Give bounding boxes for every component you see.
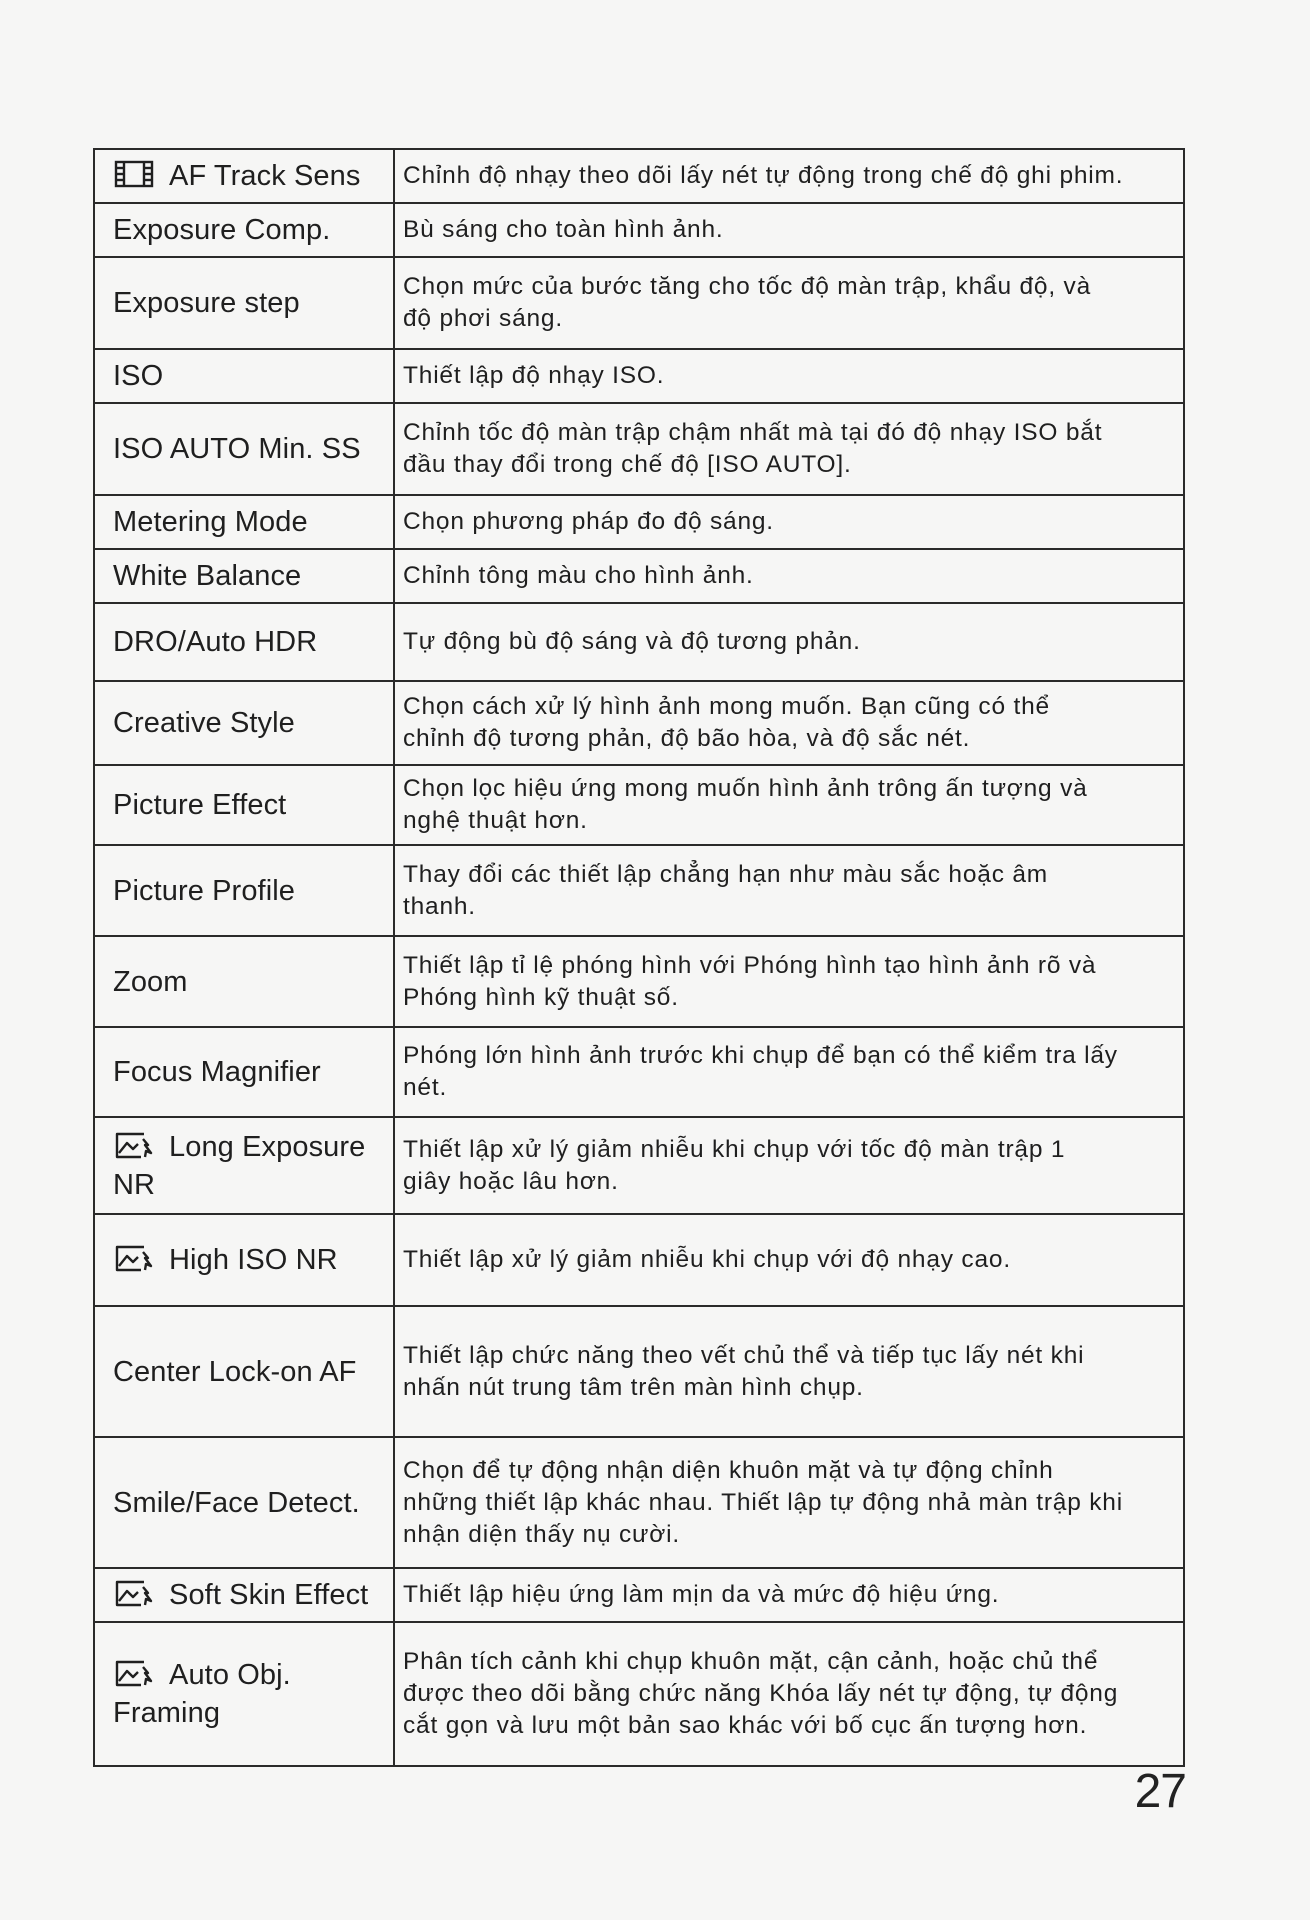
setting-name: Picture Profile bbox=[113, 874, 296, 907]
setting-description-cell bbox=[394, 681, 1184, 765]
setting-description-line: Phóng lớn hình ảnh trước khi chụp để bạn có thể kiểm tra lấy bbox=[403, 1042, 1118, 1069]
table-row bbox=[94, 1027, 1184, 1117]
setting-description-line: nét. bbox=[403, 1074, 448, 1101]
setting-description-cell bbox=[394, 495, 1184, 549]
setting-description-line: Thay đổi các thiết lập chẳng hạn như màu sắc hoặc âm bbox=[403, 860, 1048, 888]
setting-name: ISO AUTO Min. SS bbox=[113, 433, 361, 465]
setting-description-line: Tự động bù độ sáng và độ tương phản. bbox=[403, 628, 861, 655]
setting-description-line: Bù sáng cho toàn hình ảnh. bbox=[403, 216, 724, 243]
setting-name: DRO/Auto HDR bbox=[113, 626, 318, 658]
table-row bbox=[94, 1306, 1184, 1437]
setting-name: Center Lock-on AF bbox=[113, 1355, 357, 1388]
table-row bbox=[94, 203, 1184, 257]
setting-description-line: giây hoặc lâu hơn. bbox=[403, 1167, 619, 1195]
setting-description-line: nhấn nút trung tâm trên màn hình chụp. bbox=[403, 1373, 864, 1401]
setting-description-cell bbox=[394, 1117, 1184, 1214]
setting-description-line: chỉnh độ tương phản, độ bão hòa, và độ sắc nét. bbox=[403, 725, 971, 752]
setting-description-line: Phân tích cảnh khi chụp khuôn mặt, cận cảnh, hoặc chủ thể bbox=[403, 1648, 1099, 1675]
setting-description-cell bbox=[394, 257, 1184, 349]
setting-description-cell bbox=[394, 845, 1184, 936]
table-row bbox=[94, 549, 1184, 603]
table-row bbox=[94, 1622, 1184, 1766]
setting-description-line: Chỉnh tốc độ màn trập chậm nhất mà tại đó độ nhạy ISO bắt bbox=[403, 419, 1103, 446]
setting-description-cell bbox=[394, 149, 1184, 203]
setting-description-line: Thiết lập xử lý giảm nhiễu khi chụp với độ nhạy cao. bbox=[403, 1246, 1011, 1273]
setting-name-cell bbox=[94, 1117, 394, 1214]
setting-description-line: Chọn mức của bước tăng cho tốc độ màn trập, khẩu độ, và bbox=[403, 273, 1092, 300]
page-number: 27 bbox=[1134, 1765, 1186, 1818]
setting-description-line: Thiết lập chức năng theo vết chủ thể và tiếp tục lấy nét khi bbox=[403, 1341, 1085, 1369]
noise-reduction-icon bbox=[113, 1129, 155, 1161]
setting-name-cell bbox=[94, 1214, 394, 1306]
setting-description-cell bbox=[394, 403, 1184, 495]
setting-name: White Balance bbox=[113, 560, 302, 592]
noise-reduction-icon bbox=[113, 1577, 155, 1609]
setting-name: AF Track Sens bbox=[169, 160, 361, 192]
table-row bbox=[94, 681, 1184, 765]
setting-name: Exposure Comp. bbox=[113, 214, 331, 246]
table-row bbox=[94, 845, 1184, 936]
setting-name: Exposure step bbox=[113, 287, 300, 319]
setting-description-cell bbox=[394, 1622, 1184, 1766]
setting-description-line: Chọn lọc hiệu ứng mong muốn hình ảnh trông ấn tượng và bbox=[403, 775, 1088, 802]
table-row bbox=[94, 495, 1184, 549]
setting-description-cell bbox=[394, 936, 1184, 1027]
setting-description-cell bbox=[394, 349, 1184, 403]
setting-description-line: Chọn cách xử lý hình ảnh mong muốn. Bạn cũng có thể bbox=[403, 693, 1050, 720]
setting-name-cell bbox=[94, 845, 394, 936]
table-body bbox=[94, 149, 1184, 1766]
setting-name-cell bbox=[94, 549, 394, 603]
setting-description-line: cắt gọn và lưu một bản sao khác với bố cục ấn tượng hơn. bbox=[403, 1712, 1088, 1739]
table-row bbox=[94, 765, 1184, 845]
noise-reduction-icon bbox=[113, 1657, 155, 1689]
table-row bbox=[94, 349, 1184, 403]
setting-name-cell bbox=[94, 149, 394, 203]
setting-description-cell bbox=[394, 549, 1184, 603]
setting-description-line: đầu thay đổi trong chế độ [ISO AUTO]. bbox=[403, 451, 852, 478]
setting-name-cell bbox=[94, 765, 394, 845]
setting-description-line: nghệ thuật hơn. bbox=[403, 807, 588, 834]
setting-name-cell bbox=[94, 1622, 394, 1766]
setting-description-line: Chọn để tự động nhận diện khuôn mặt và tự động chỉnh bbox=[403, 1456, 1054, 1484]
setting-name: Long Exposure NR bbox=[113, 1130, 366, 1201]
table-row bbox=[94, 257, 1184, 349]
setting-name-cell bbox=[94, 257, 394, 349]
setting-description-cell bbox=[394, 1568, 1184, 1622]
setting-name-cell bbox=[94, 1306, 394, 1437]
setting-description-line: nhận diện thấy nụ cười. bbox=[403, 1520, 680, 1548]
setting-name: Zoom bbox=[113, 965, 188, 998]
setting-name-cell bbox=[94, 403, 394, 495]
setting-name-cell bbox=[94, 349, 394, 403]
setting-description-line: Thiết lập độ nhạy ISO. bbox=[403, 362, 665, 389]
setting-description-cell bbox=[394, 1437, 1184, 1568]
setting-name: Creative Style bbox=[113, 707, 295, 739]
setting-description-line: được theo dõi bằng chức năng Khóa lấy nét tự động, tự động bbox=[403, 1680, 1119, 1707]
setting-name: ISO bbox=[113, 360, 164, 392]
setting-description-cell bbox=[394, 203, 1184, 257]
setting-name-cell bbox=[94, 603, 394, 681]
setting-description-line: Phóng hình kỹ thuật số. bbox=[403, 983, 679, 1011]
table-row bbox=[94, 1214, 1184, 1306]
setting-description-cell bbox=[394, 1306, 1184, 1437]
table-row bbox=[94, 149, 1184, 203]
setting-name-cell bbox=[94, 936, 394, 1027]
setting-name-cell bbox=[94, 1568, 394, 1622]
table-row bbox=[94, 403, 1184, 495]
setting-name-cell bbox=[94, 203, 394, 257]
setting-description-line: Thiết lập tỉ lệ phóng hình với Phóng hình tạo hình ảnh rõ và bbox=[403, 951, 1097, 979]
setting-description-line: Chọn phương pháp đo độ sáng. bbox=[403, 508, 774, 535]
setting-name: Auto Obj. Framing bbox=[113, 1659, 291, 1729]
setting-description-line: Thiết lập hiệu ứng làm mịn da và mức độ hiệu ứng. bbox=[403, 1581, 1000, 1608]
setting-description-cell bbox=[394, 1214, 1184, 1306]
table-row bbox=[94, 1437, 1184, 1568]
setting-description-cell bbox=[394, 765, 1184, 845]
setting-description-cell bbox=[394, 603, 1184, 681]
setting-name-cell bbox=[94, 1027, 394, 1117]
setting-description-line: thanh. bbox=[403, 892, 476, 920]
setting-name: Metering Mode bbox=[113, 506, 308, 538]
noise-reduction-icon bbox=[113, 1242, 155, 1274]
setting-description-line: những thiết lập khác nhau. Thiết lập tự động nhả màn trập khi bbox=[403, 1488, 1123, 1516]
setting-description-line: độ phơi sáng. bbox=[403, 305, 563, 332]
movie-film-icon bbox=[113, 158, 155, 190]
menu-settings-table bbox=[93, 148, 1185, 1767]
setting-name: High ISO NR bbox=[169, 1244, 338, 1276]
table-row bbox=[94, 603, 1184, 681]
setting-description-line: Chỉnh độ nhạy theo dõi lấy nét tự động trong chế độ ghi phim. bbox=[403, 162, 1124, 189]
setting-description-cell bbox=[394, 1027, 1184, 1117]
table-row bbox=[94, 1117, 1184, 1214]
table-row bbox=[94, 1568, 1184, 1622]
setting-name-cell bbox=[94, 495, 394, 549]
table-row bbox=[94, 936, 1184, 1027]
setting-name: Soft Skin Effect bbox=[169, 1579, 369, 1611]
setting-name: Focus Magnifier bbox=[113, 1056, 321, 1088]
setting-description-line: Thiết lập xử lý giảm nhiễu khi chụp với tốc độ màn trập 1 bbox=[403, 1135, 1066, 1163]
setting-description-line: Chỉnh tông màu cho hình ảnh. bbox=[403, 562, 754, 589]
setting-name-cell bbox=[94, 681, 394, 765]
setting-name: Picture Effect bbox=[113, 789, 287, 821]
setting-name: Smile/Face Detect. bbox=[113, 1486, 360, 1519]
setting-name-cell bbox=[94, 1437, 394, 1568]
